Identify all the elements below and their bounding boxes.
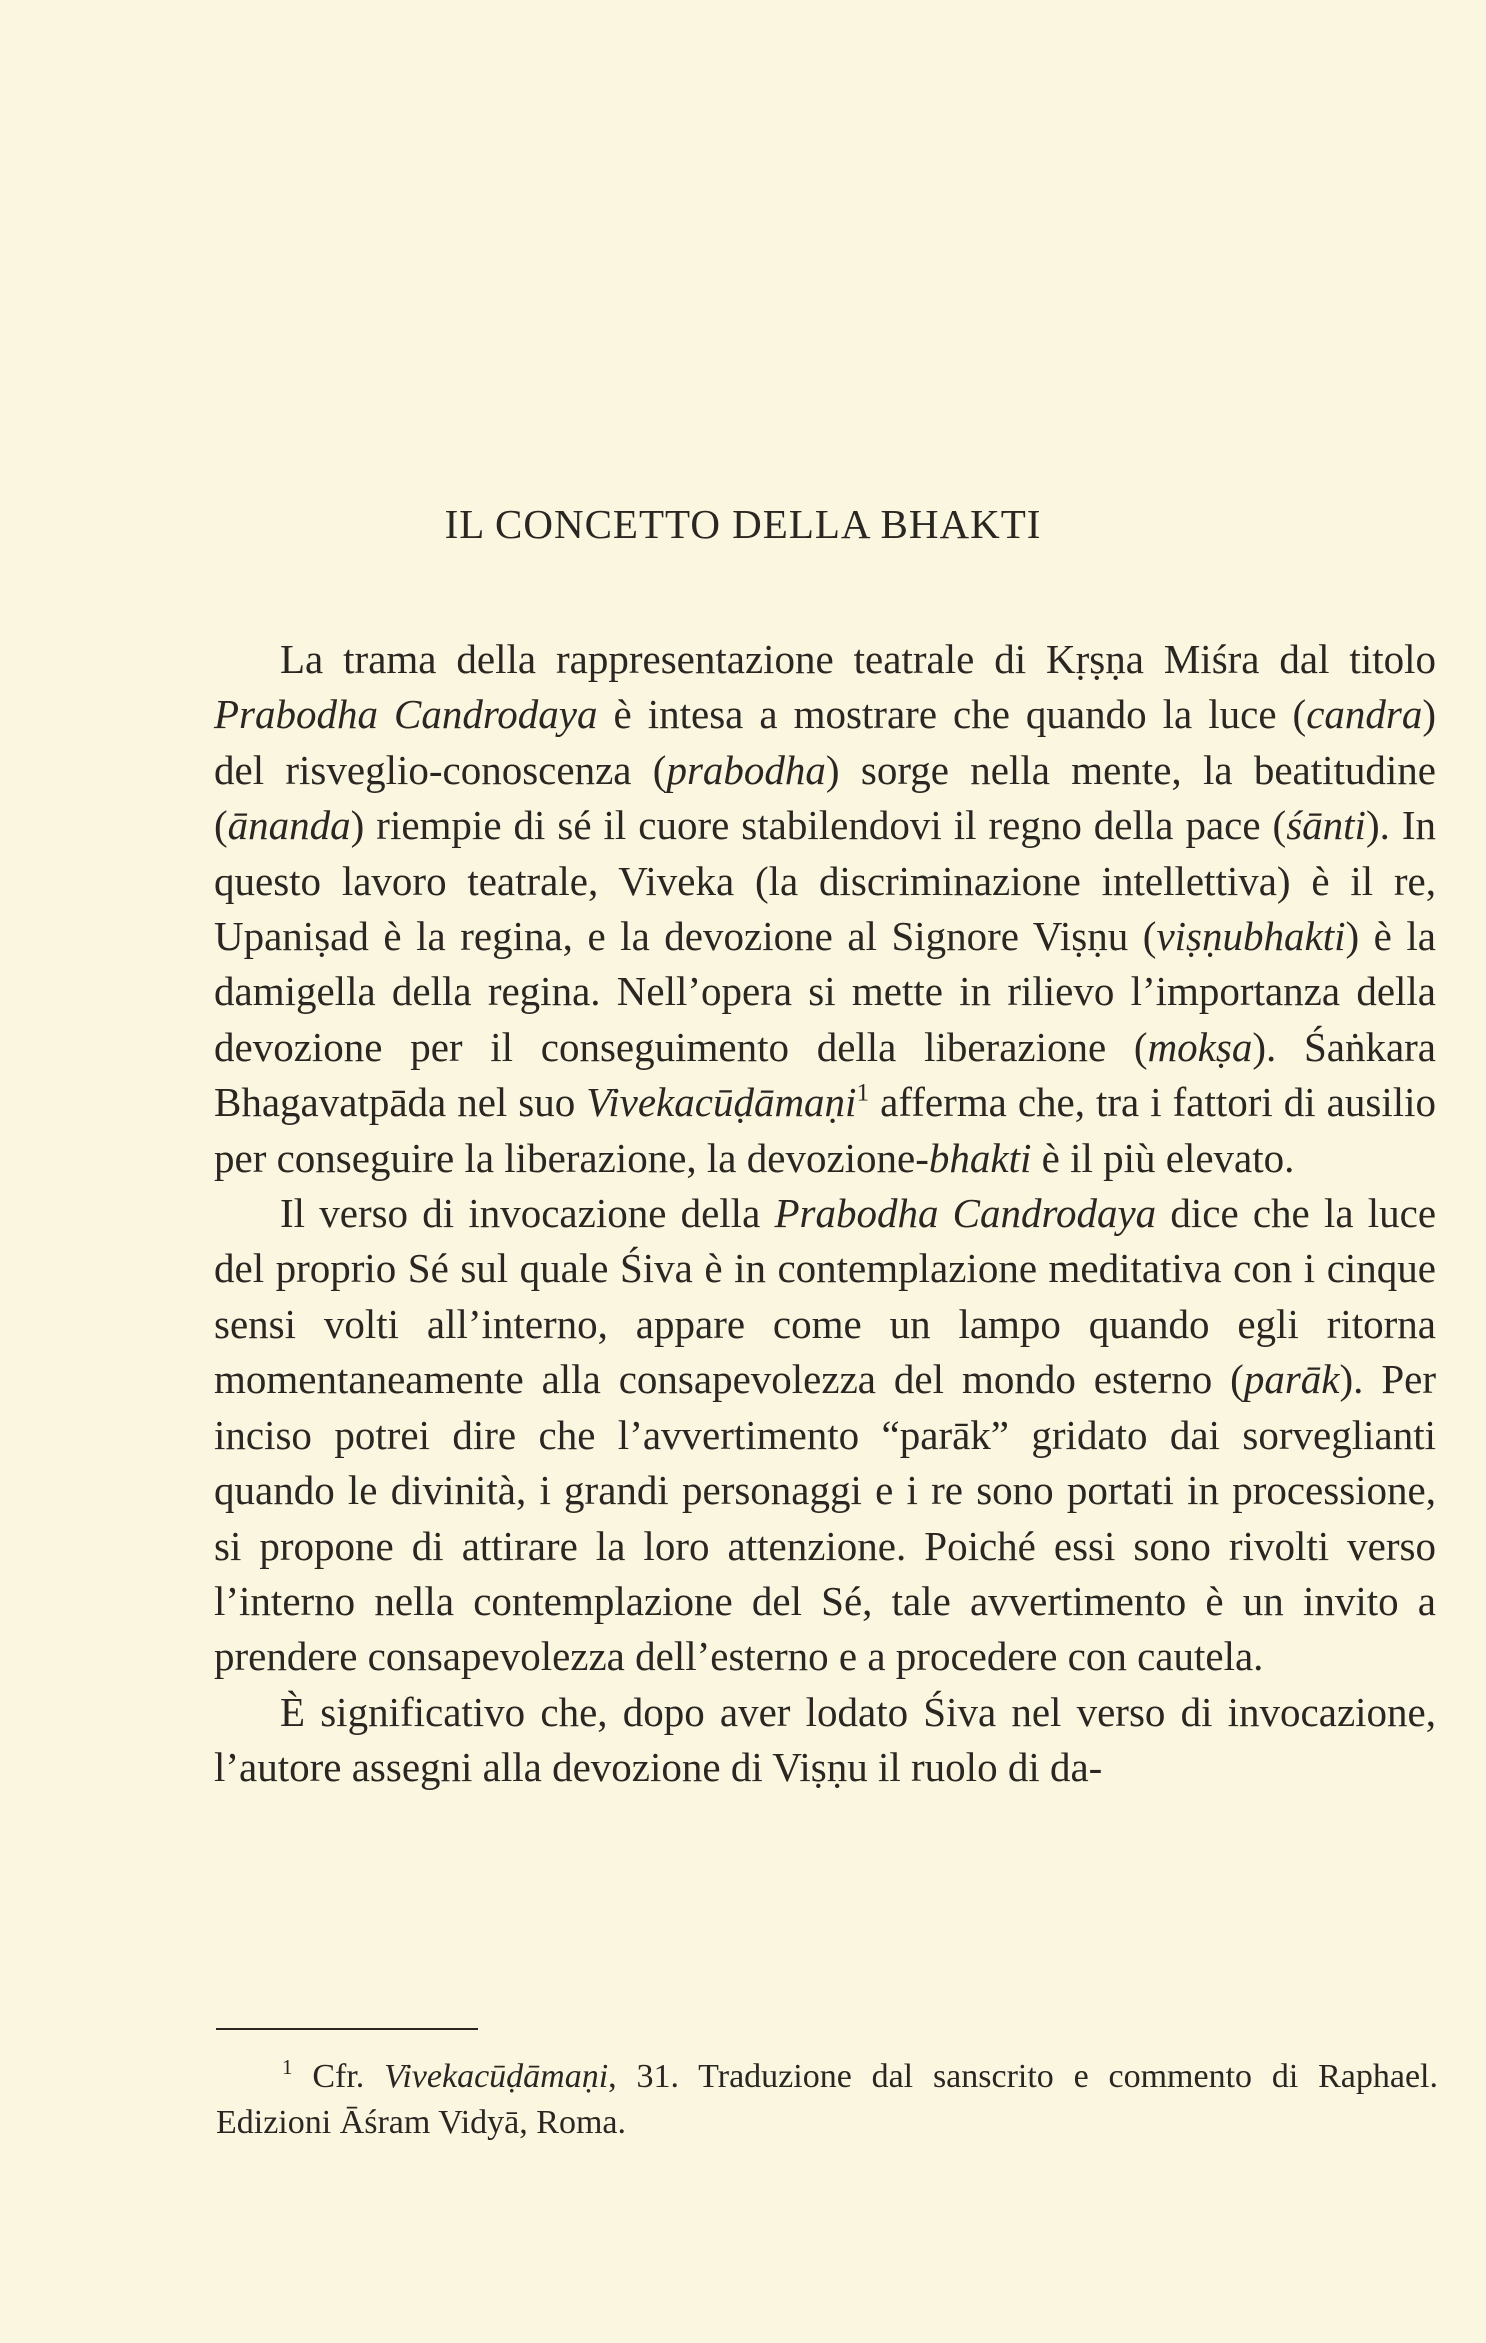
text-run: È significativo che, dopo aver lodato Śiva nel verso di invocazione, l’autore assegni alla devozione di Viṣṇu il ruolo di da-: [214, 1688, 1436, 1791]
text-run: ) riempie di sé il cuore stabilendovi il regno della pace (: [350, 802, 1287, 849]
text-run: ) è la damigella della regina. Nell’opera si mette in rilievo l’importanza della devozione per il conseguimento della liberazione (: [214, 913, 1436, 1070]
italic-term: Vivekacūḍāmaṇi: [384, 2058, 609, 2095]
footnote-ref: 1: [856, 1078, 870, 1107]
italic-term: ānanda: [227, 802, 351, 849]
italic-term: parāk: [1243, 1356, 1340, 1403]
italic-term: bhakti: [928, 1134, 1032, 1181]
text-run: è il più elevato.: [1031, 1134, 1295, 1181]
paragraph: [214, 1186, 1436, 1685]
text-run: ). In questo lavoro teatrale, Viveka (la discriminazione intellettiva) è il re, Upaniṣad è la regina, e la devozione al Signore Viṣṇu (: [214, 802, 1436, 960]
text-run: ) sorge nella mente, la beatitudine (: [214, 746, 1436, 849]
text-run: ). Per inciso potrei dire che l’avvertimento “parāk” gridato dai sorveglianti quando le divinità, i grandi personaggi e i re sono portati in processione, si propone di attirare la loro attenzione. Poiché essi sono rivolti verso l’interno nella contemplazione del Sé, tale avvertimento è un invito a prendere consapevolezza dell’esterno e a procedere con cautela.: [214, 1356, 1436, 1680]
text-run: è intesa a mostrare che quando la luce (: [597, 691, 1307, 738]
italic-term: candra: [1306, 691, 1423, 738]
text-run: ) del risveglio-conoscenza (: [214, 691, 1437, 793]
text-run: afferma che, tra i fattori di ausilio per conseguire la liberazione, la devozione-: [214, 1079, 1436, 1181]
body-text: [214, 632, 1436, 1796]
footnote: [216, 2054, 1438, 2146]
italic-term: śānti: [1286, 802, 1366, 849]
italic-term: prabodha: [666, 746, 826, 793]
italic-term: mokṣa: [1147, 1023, 1253, 1070]
italic-term: Vivekacūḍāmaṇi: [586, 1079, 857, 1126]
italic-term: Prabodha Candrodaya: [214, 691, 598, 738]
text-run: dice che la luce del proprio Sé sul quale Śiva è in contemplazione meditativa con i cinque sensi volti all’interno, appare come un lampo quando egli ritorna momentaneamente alla consapevolezza del mondo esterno (: [214, 1190, 1437, 1403]
text-run: Cfr.: [292, 2058, 385, 2095]
text-run: ). Śaṅkara Bhagavatpāda nel suo: [214, 1023, 1436, 1126]
footnote-ref: 1: [282, 2054, 293, 2079]
chapter-title: IL CONCETTO DELLA BHAKTI: [444, 501, 1042, 547]
text-run: , 31. Traduzione dal sanscrito e commento di Raphael. Edizioni Āśram Vidyā, Roma.: [216, 2058, 1438, 2141]
text-run: Il verso di invocazione della: [280, 1190, 775, 1237]
italic-term: viṣṇubhakti: [1156, 913, 1346, 960]
paragraph: [214, 1685, 1436, 1796]
italic-term: Prabodha Candrodaya: [774, 1190, 1157, 1237]
footnote-divider: [216, 2028, 478, 2030]
paragraph: [214, 632, 1436, 1186]
text-run: La trama della rappresentazione teatrale di Kṛṣṇa Miśra dal titolo: [280, 636, 1436, 682]
